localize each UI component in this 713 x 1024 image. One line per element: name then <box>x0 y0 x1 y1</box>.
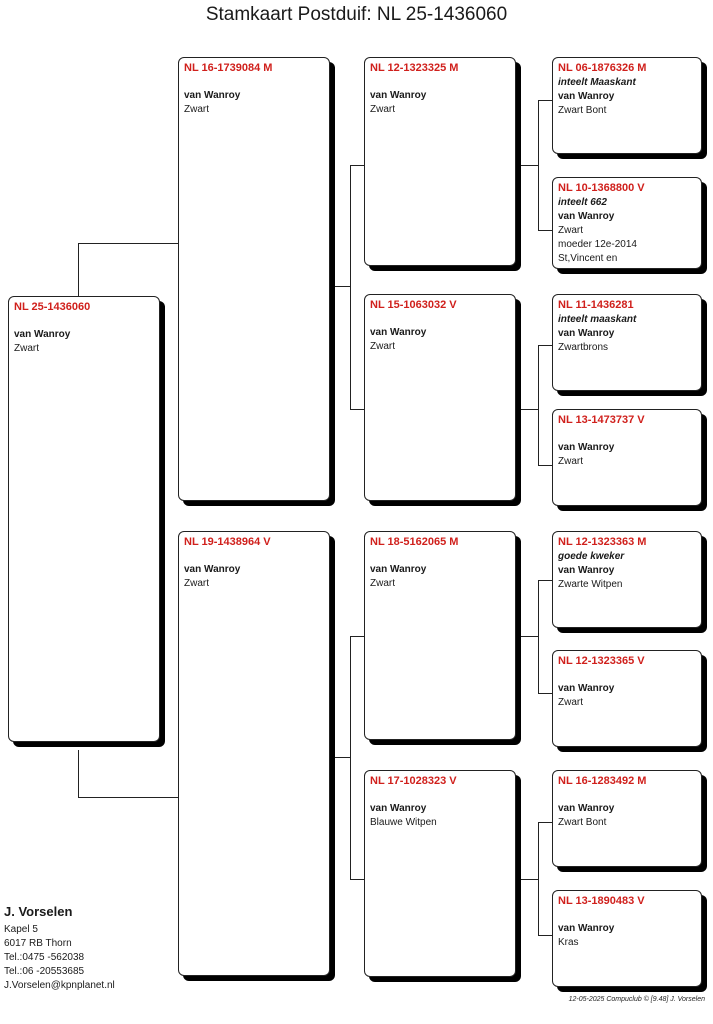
connector-line <box>335 286 350 287</box>
connector-line <box>350 165 351 409</box>
connector-line <box>78 243 178 244</box>
connector-line <box>538 693 552 694</box>
color: Kras <box>558 937 579 948</box>
connector-line <box>350 165 364 166</box>
color: Zwart Bont <box>558 105 607 116</box>
ring-number: NL 12-1323365 V <box>558 655 645 667</box>
owner: van Wanroy <box>558 442 615 453</box>
ring-number: NL 06-1876326 M <box>558 62 647 74</box>
color: Zwart <box>558 697 583 708</box>
connector-line <box>538 935 552 936</box>
page-title: Stamkaart Postduif: NL 25-1436060 <box>205 4 508 25</box>
owner: van Wanroy <box>558 328 615 339</box>
connector-line <box>538 580 539 693</box>
owner: van Wanroy <box>558 91 615 102</box>
great-grandparent-card[interactable] <box>552 890 702 987</box>
connector-line <box>350 409 364 410</box>
color: Zwart <box>558 225 583 236</box>
ring-number: NL 12-1323325 M <box>370 62 459 74</box>
great-grandparent-card[interactable] <box>552 409 702 506</box>
great-grandparent-card[interactable] <box>552 57 702 154</box>
color: Blauwe Witpen <box>370 817 437 828</box>
color: Zwart <box>370 341 395 352</box>
connector-line <box>538 100 552 101</box>
remark: inteelt maaskant <box>558 314 637 325</box>
breeder-info <box>4 903 115 993</box>
connector-line <box>520 636 538 637</box>
remark: goede kweker <box>558 551 625 562</box>
breeder-phone: Tel.:06 -20553685 <box>4 966 85 977</box>
connector-line <box>538 230 552 231</box>
owner: van Wanroy <box>370 564 427 575</box>
breeder-city: 6017 RB Thorn <box>4 938 72 949</box>
ring-number: NL 17-1028323 V <box>370 775 457 787</box>
connector-line <box>538 822 539 935</box>
color: Zwarte Witpen <box>558 579 623 590</box>
owner: van Wanroy <box>14 329 71 340</box>
great-grandparent-card[interactable] <box>552 650 702 747</box>
grandparent-card[interactable] <box>364 770 516 977</box>
ring-number: NL 18-5162065 M <box>370 536 459 548</box>
mother-card[interactable] <box>178 531 330 976</box>
color: Zwart <box>370 104 395 115</box>
color: Zwart Bont <box>558 817 607 828</box>
owner: van Wanroy <box>370 803 427 814</box>
great-grandparent-card[interactable] <box>552 294 702 391</box>
owner: van Wanroy <box>184 564 241 575</box>
connector-line <box>520 409 538 410</box>
color: Zwart <box>184 578 209 589</box>
ring-number: NL 15-1063032 V <box>370 299 457 311</box>
grandparent-card[interactable] <box>364 531 516 740</box>
owner: van Wanroy <box>184 90 241 101</box>
pigeon-card[interactable] <box>8 296 160 742</box>
grandparent-card[interactable] <box>364 294 516 501</box>
great-grandparent-card[interactable] <box>552 770 702 867</box>
color: Zwartbrons <box>558 342 609 353</box>
color: Zwart <box>14 343 39 354</box>
footer-credit: 12-05-2025 Compuclub © [9.48] J. Vorselen <box>568 996 705 1003</box>
ring-number: NL 11-1436281 <box>558 299 634 311</box>
owner: van Wanroy <box>558 683 615 694</box>
ring-number: NL 19-1438964 V <box>184 536 271 548</box>
breeder-phone: Tel.:0475 -562038 <box>4 952 85 963</box>
owner: van Wanroy <box>558 565 615 576</box>
info-line: moeder 12e-2014 <box>558 239 637 250</box>
ring-number: NL 12-1323363 M <box>558 536 647 548</box>
connector-line <box>350 636 364 637</box>
ring-number: NL 13-1890483 V <box>558 895 645 907</box>
remark: inteelt 662 <box>558 197 607 208</box>
connector-line <box>78 750 79 797</box>
connector-line <box>538 465 552 466</box>
connector-line <box>538 580 552 581</box>
connector-line <box>538 345 539 465</box>
color: Zwart <box>184 104 209 115</box>
ring-number: NL 13-1473737 V <box>558 414 645 426</box>
connector-line <box>520 165 538 166</box>
remark: inteelt Maaskant <box>558 77 636 88</box>
connector-line <box>538 345 552 346</box>
owner: van Wanroy <box>370 90 427 101</box>
ring-number: NL 16-1739084 M <box>184 62 273 74</box>
ring-number: NL 16-1283492 M <box>558 775 647 787</box>
connector-line <box>538 822 552 823</box>
breeder-address: Kapel 5 <box>4 924 38 935</box>
owner: van Wanroy <box>558 211 615 222</box>
connector-line <box>538 100 539 230</box>
color: Zwart <box>558 456 583 467</box>
info-line: St,Vincent en <box>558 253 618 264</box>
connector-line <box>78 243 79 296</box>
owner: van Wanroy <box>558 803 615 814</box>
breeder-email: J.Vorselen@kpnplanet.nl <box>4 980 115 991</box>
owner: van Wanroy <box>370 327 427 338</box>
connector-line <box>520 879 538 880</box>
color: Zwart <box>370 578 395 589</box>
grandparent-card[interactable] <box>364 57 516 266</box>
ring-number: NL 25-1436060 <box>14 301 91 313</box>
father-card[interactable] <box>178 57 330 501</box>
breeder-name: J. Vorselen <box>4 904 73 919</box>
connector-line <box>350 636 351 879</box>
connector-line <box>78 797 178 798</box>
connector-line <box>335 757 350 758</box>
great-grandparent-card[interactable] <box>552 531 702 628</box>
owner: van Wanroy <box>558 923 615 934</box>
ring-number: NL 10-1368800 V <box>558 182 645 194</box>
connector-line <box>350 879 364 880</box>
great-grandparent-card[interactable] <box>552 177 702 269</box>
